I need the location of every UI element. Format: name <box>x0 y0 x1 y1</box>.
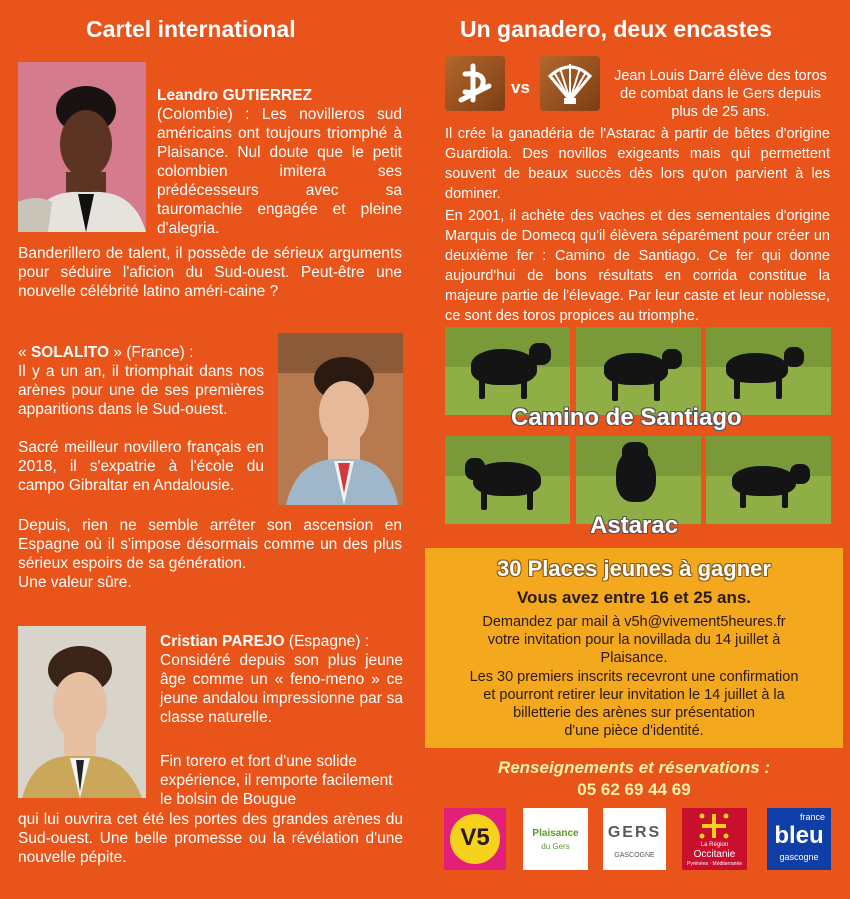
france-bleu-text: bleu <box>774 822 824 849</box>
leandro-text: (Colombie) : Les novilleros sud américains ont toujours triomphé à Plaisance. Nul doute que le petit colombien imitera ses prédécesseurs avec sa tauromachie engagée et pleine d'alegria. <box>157 106 402 237</box>
ganaderia-brand-logo <box>445 56 505 111</box>
bull-photo-astarac-3 <box>706 436 831 524</box>
sponsor-occitanie-logo <box>682 808 747 870</box>
promo-subtitle: Vous avez entre 16 et 25 ans. <box>516 588 752 607</box>
parejo-more: qui lui ouvrira cet été les portes des grandes arènes du Sud-ouest. Une belle promesse ou la révélation d'une nouvelle pépite. <box>18 811 403 866</box>
caption-astarac: Astarac <box>590 512 679 539</box>
promo-line-4: Les 30 premiers inscrits recevront une confirmation <box>469 669 799 685</box>
parejo-name: Cristian PAREJO <box>160 633 285 650</box>
solalito-heading <box>18 343 193 362</box>
solalito-quote-open: « <box>18 344 31 361</box>
france-bleu-top: france <box>799 812 825 822</box>
solalito-more: Depuis, rien ne semble arrêter son ascension en Espagne où il s'impose désormais comme un des plus sérieux espoirs de sa génération. <box>18 517 402 572</box>
occitanie-logo-text: Occitanie <box>693 849 736 860</box>
gers-logo-text: GERS <box>607 824 662 841</box>
plaisance-logo-text: Plaisance <box>532 828 579 839</box>
promo-line-1: Demandez par mail à v5h@vivement5heures.fr <box>482 614 786 630</box>
plaisance-logo-sub: du Gers <box>541 842 570 851</box>
sponsor-france-bleu-logo <box>767 808 831 870</box>
brand-mark-icon <box>445 56 505 111</box>
solalito-name: SOLALITO <box>30 344 110 361</box>
promo-title: 30 Places jeunes à gagner <box>497 556 771 581</box>
leandro-name: Leandro GUTIERREZ <box>157 87 313 104</box>
promo-box <box>425 548 843 748</box>
caption-camino-de-santiago: Camino de Santiago <box>511 404 742 431</box>
occitan-cross-icon <box>682 808 747 844</box>
solalito-text1: Il y a un an, il triomphait dans nos arènes pour une de ses premières apparitions dans le Sud-ouest. <box>18 363 264 418</box>
contact-label: Renseignements et réservations : <box>497 758 771 777</box>
promo-line-2: votre invitation pour la novillada du 14 juillet à <box>487 632 781 648</box>
sponsor-gers-logo <box>603 808 666 870</box>
portrait-solalito <box>278 333 403 505</box>
solalito-end: Une valeur sûre. <box>18 574 132 591</box>
portrait-leandro-gutierrez <box>18 62 146 232</box>
bull-photo-astarac-2 <box>576 436 701 524</box>
portrait-cristian-parejo <box>18 626 146 798</box>
portrait-solalito-drawing <box>278 333 403 505</box>
leandro-more: Banderillero de talent, il possède de sérieux arguments pour séduire l'aficion du Sud-ouest. Peut-être une nouvelle célébrité latino améri-caine ? <box>18 245 402 300</box>
bull-photo-astarac-1 <box>445 436 570 524</box>
france-bleu-sub: gascogne <box>779 852 819 862</box>
ganadero-intro: Jean Louis Darré élève des toros de combat dans le Gers depuis plus de 25 ans. <box>614 68 827 120</box>
right-heading: Un ganadero, deux encastes <box>460 16 772 42</box>
solalito-text2: Sacré meilleur novillero français en 2018, il s'expatrie à l'école du campo Gibraltar en Andalousie. <box>18 439 264 494</box>
camino-shell-logo <box>540 56 600 111</box>
occitanie-logo-pre: La Région <box>700 842 729 848</box>
promo-line-3: Plaisance. <box>600 650 668 666</box>
promo-line-7: d'une pièce d'identité. <box>564 723 704 739</box>
promo-line-5: et pourront retirer leur invitation le 14 juillet à la <box>483 687 785 703</box>
vs-label: vs <box>511 78 530 97</box>
ganadero-p1: Il crée la ganadéria de l'Astarac à partir de bêtes d'origine Guardiola. Des novillos exigeants mais qui permettent souvent de beaux succès dès lors qu'on parvient à les dominer. <box>445 126 830 202</box>
parejo-country: (Espagne) : <box>284 633 370 650</box>
portrait-leandro-drawing <box>18 62 146 232</box>
sponsor-v5-logo <box>444 808 506 870</box>
bull-photo-camino-2 <box>576 327 701 415</box>
occitanie-logo-sub: Pyrénées · Méditerranée <box>686 861 743 867</box>
v5-logo-text: V5 <box>460 824 490 851</box>
bull-photo-camino-3 <box>706 327 831 415</box>
left-heading: Cartel international <box>86 16 296 42</box>
scallop-shell-icon <box>540 56 600 111</box>
promo-line-6: billetterie des arènes sur présentation <box>513 705 755 721</box>
parejo-text2: Fin torero et fort d'une solide expérience, il remporte facilement le bolsin de Bougue <box>160 753 393 808</box>
parejo-text1: Considéré depuis son plus jeune âge comme un « feno-meno » ce jeune andalou impressionne par sa classe naturelle. <box>160 652 403 726</box>
sponsor-plaisance-logo <box>523 808 588 870</box>
parejo-heading <box>160 632 369 651</box>
ganadero-p2: En 2001, il achète des vaches et des sementales d'origine Marquis de Domecq qu'il élèvera séparément pour créer un deuxième fer : Camino de Santiago. Ce fer qui donne aujourd'hui de bons résultats en corrida constitue la majeure partie de l'élevage. Par leur caste et leur noblesse, ce sont des toros propices au triomphe. <box>445 208 830 324</box>
gers-logo-sub: GASCOGNE <box>614 852 655 859</box>
bull-photo-camino-1 <box>445 327 570 415</box>
solalito-country: » (France) : <box>109 344 194 361</box>
portrait-parejo-drawing <box>18 626 146 798</box>
contact-phone[interactable]: 05 62 69 44 69 <box>577 780 691 799</box>
